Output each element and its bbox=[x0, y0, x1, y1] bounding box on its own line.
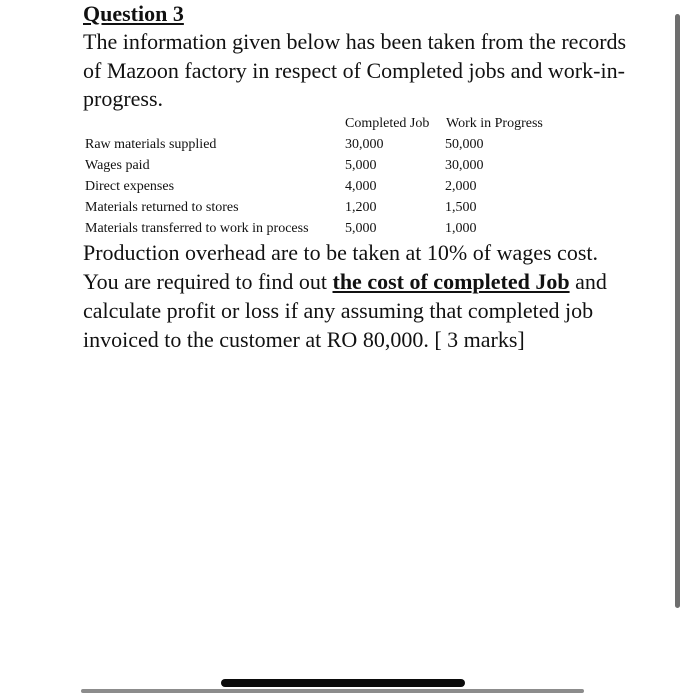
question-title: Question 3 bbox=[83, 1, 184, 26]
home-indicator-bar[interactable] bbox=[221, 679, 465, 687]
wip-value: 2,000 bbox=[445, 179, 477, 194]
instructions-emphasis: the cost of completed Job bbox=[332, 269, 570, 294]
vertical-scrollbar[interactable] bbox=[675, 14, 680, 608]
header-work-in-progress: Work in Progress bbox=[446, 116, 543, 131]
wip-value: 50,000 bbox=[445, 137, 484, 152]
question-intro: The information given below has been taken from the records of Mazoon factory in respect of Completed jobs and work-in-progress. bbox=[83, 29, 627, 112]
completed-value: 5,000 bbox=[345, 221, 377, 236]
table-row bbox=[85, 176, 565, 197]
completed-value: 4,000 bbox=[345, 179, 377, 194]
completed-value: 5,000 bbox=[345, 158, 377, 173]
bottom-scroll-track bbox=[81, 689, 584, 693]
wip-value: 30,000 bbox=[445, 158, 484, 173]
row-label: Materials returned to stores bbox=[85, 200, 239, 215]
table-header-row bbox=[85, 113, 565, 134]
header-completed-job: Completed Job bbox=[345, 116, 430, 131]
table-row bbox=[85, 134, 565, 155]
cost-table bbox=[85, 113, 565, 239]
table-row bbox=[85, 155, 565, 176]
instructions-text-2: and calculate profit or loss if any assuming that completed job invoiced to the customer at RO 80,000. [ 3 marks] bbox=[83, 269, 607, 352]
completed-value: 1,200 bbox=[345, 200, 377, 215]
table-row bbox=[85, 197, 565, 218]
row-label: Raw materials supplied bbox=[85, 137, 217, 152]
row-label: Wages paid bbox=[85, 158, 150, 173]
table-row bbox=[85, 218, 565, 239]
wip-value: 1,500 bbox=[445, 200, 477, 215]
row-label: Direct expenses bbox=[85, 179, 175, 194]
question-instructions bbox=[83, 238, 618, 354]
completed-value: 30,000 bbox=[345, 137, 384, 152]
wip-value: 1,000 bbox=[445, 221, 477, 236]
row-label: Materials transferred to work in process bbox=[85, 221, 309, 236]
instructions-text-1: Production overhead are to be taken at 10% of wages cost. You are required to find out bbox=[83, 240, 598, 294]
